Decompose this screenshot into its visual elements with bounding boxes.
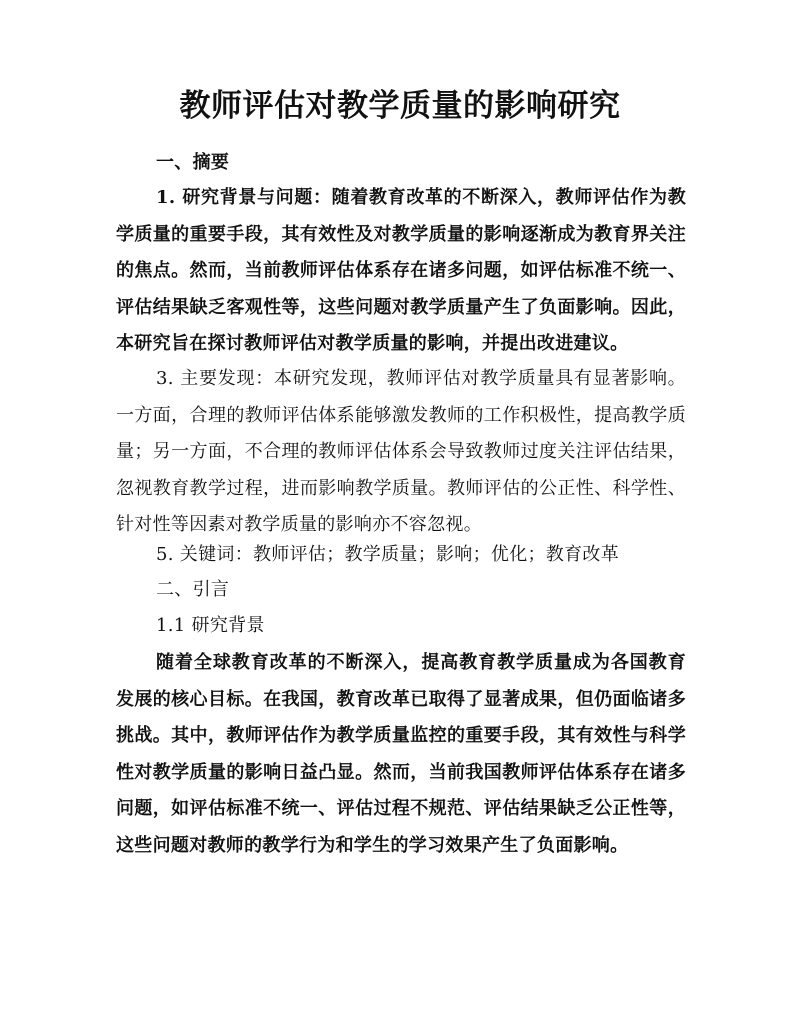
paragraph-intro-background: 随着全球教育改革的不断深入，提高教育教学质量成为各国教育发展的核心目标。在我国，教育改革已取得了显著成果，但仍面临诸多挑战。其中，教师评估作为教学质量监控的重要手段，其有效性与科学性对教学质量的影响日益凸显。然而，当前我国教师评估体系存在诸多问题，如评估标准不统一、评估过程不规范、评估结果缺乏公正性等，这些问题对教师的教学行为和学生的学习效果产生了负面影响。 — [116, 652, 686, 856]
paragraph-main-findings: 3. 主要发现：本研究发现，教师评估对教学质量具有显著影响。一方面，合理的教师评估体系能够激发教师的工作积极性，提高教学质量；另一方面，不合理的教师评估体系会导致教师过度关注评估结果，忽视教育教学过程，进而影响教学质量。教师评估的公正性、科学性、针对性等因素对教学质量的影响亦不容忽视。 — [116, 368, 686, 535]
document-title: 教师评估对教学质量的影响研究 — [179, 88, 621, 124]
section-heading-abstract: 一、摘要 — [156, 152, 230, 173]
section-heading-introduction: 二、引言 — [156, 579, 230, 600]
paragraph-research-background: 1. 研究背景与问题：随着教育改革的不断深入，教师评估作为教学质量的重要手段，其有效性及对教学质量的影响逐渐成为教育界关注的焦点。然而，当前教师评估体系存在诸多问题，如评估标准不统一、评估结果缺乏客观性等，这些问题对教学质量产生了负面影响。因此，本研究旨在探讨教师评估对教学质量的影响，并提出改进建议。 — [116, 187, 686, 354]
paragraph-keywords: 5. 关键词：教师评估；教学质量；影响；优化；教育改革 — [156, 544, 619, 565]
subsection-heading-background: 1.1 研究背景 — [156, 615, 265, 636]
